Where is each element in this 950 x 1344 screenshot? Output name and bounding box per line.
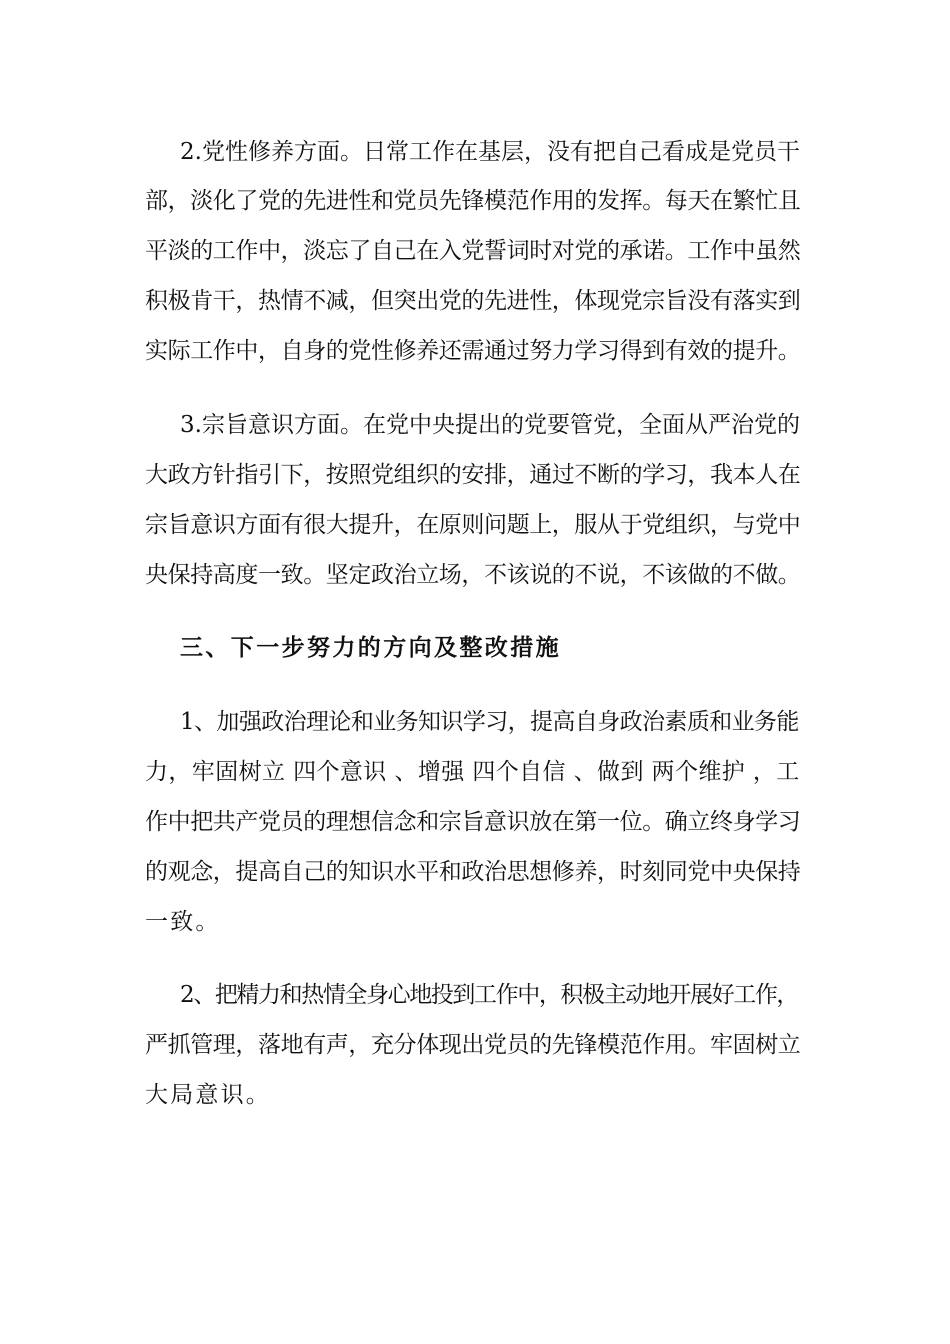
- paragraph-measure-2-line-2: 严抓管理，落地有声，充分体现出党员的先锋模范作用。牢固树立: [145, 1032, 801, 1058]
- paragraph-party-spirit-line-1: 2.党性修养方面。日常工作在基层，没有把自己看成是党员干: [180, 139, 800, 165]
- paragraph-measure-1-line-3: 作中把共产党员的理想信念和宗旨意识放在第一位。确立终身学习: [145, 809, 801, 835]
- paragraph-measure-1-line-5: 一致。: [145, 909, 221, 935]
- paragraph-purpose-line-4: 央保持高度一致。坚定政治立场，不该说的不说，不该做的不做。: [145, 562, 801, 588]
- paragraph-measure-1-line-1: 1、加强政治理论和业务知识学习，提高自身政治素质和业务能: [180, 709, 799, 735]
- paragraph-measure-1-line-2: 力，牢固树立 四个意识 、增强 四个自信 、做到 两个维护 ，工: [145, 759, 800, 785]
- paragraph-purpose-line-3: 宗旨意识方面有很大提升，在原则问题上，服从于党组织，与党中: [145, 512, 801, 538]
- paragraph-measure-1-line-4: 的观念，提高自己的知识水平和政治思想修养，时刻同党中央保持: [145, 859, 801, 885]
- paragraph-party-spirit-line-4: 积极肯干，热情不减，但突出党的先进性，体现党宗旨没有落实到: [145, 288, 801, 314]
- paragraph-party-spirit-line-2: 部，淡化了党的先进性和党员先锋模范作用的发挥。每天在繁忙且: [145, 188, 801, 214]
- section-heading: 三、下一步努力的方向及整改措施: [180, 635, 561, 661]
- paragraph-measure-2-line-3: 大局意识。: [145, 1082, 271, 1108]
- paragraph-measure-2-line-1: 2、把精力和热情全身心地投到工作中，积极主动地开展好工作，: [180, 982, 799, 1008]
- paragraph-party-spirit-line-3: 平淡的工作中，淡忘了自己在入党誓词时对党的承诺。工作中虽然: [145, 238, 801, 264]
- paragraph-party-spirit-line-5: 实际工作中，自身的党性修养还需通过努力学习得到有效的提升。: [145, 338, 801, 364]
- paragraph-purpose-line-1: 3.宗旨意识方面。在党中央提出的党要管党，全面从严治党的: [180, 412, 800, 438]
- paragraph-purpose-line-2: 大政方针指引下，按照党组织的安排，通过不断的学习，我本人在: [145, 462, 801, 488]
